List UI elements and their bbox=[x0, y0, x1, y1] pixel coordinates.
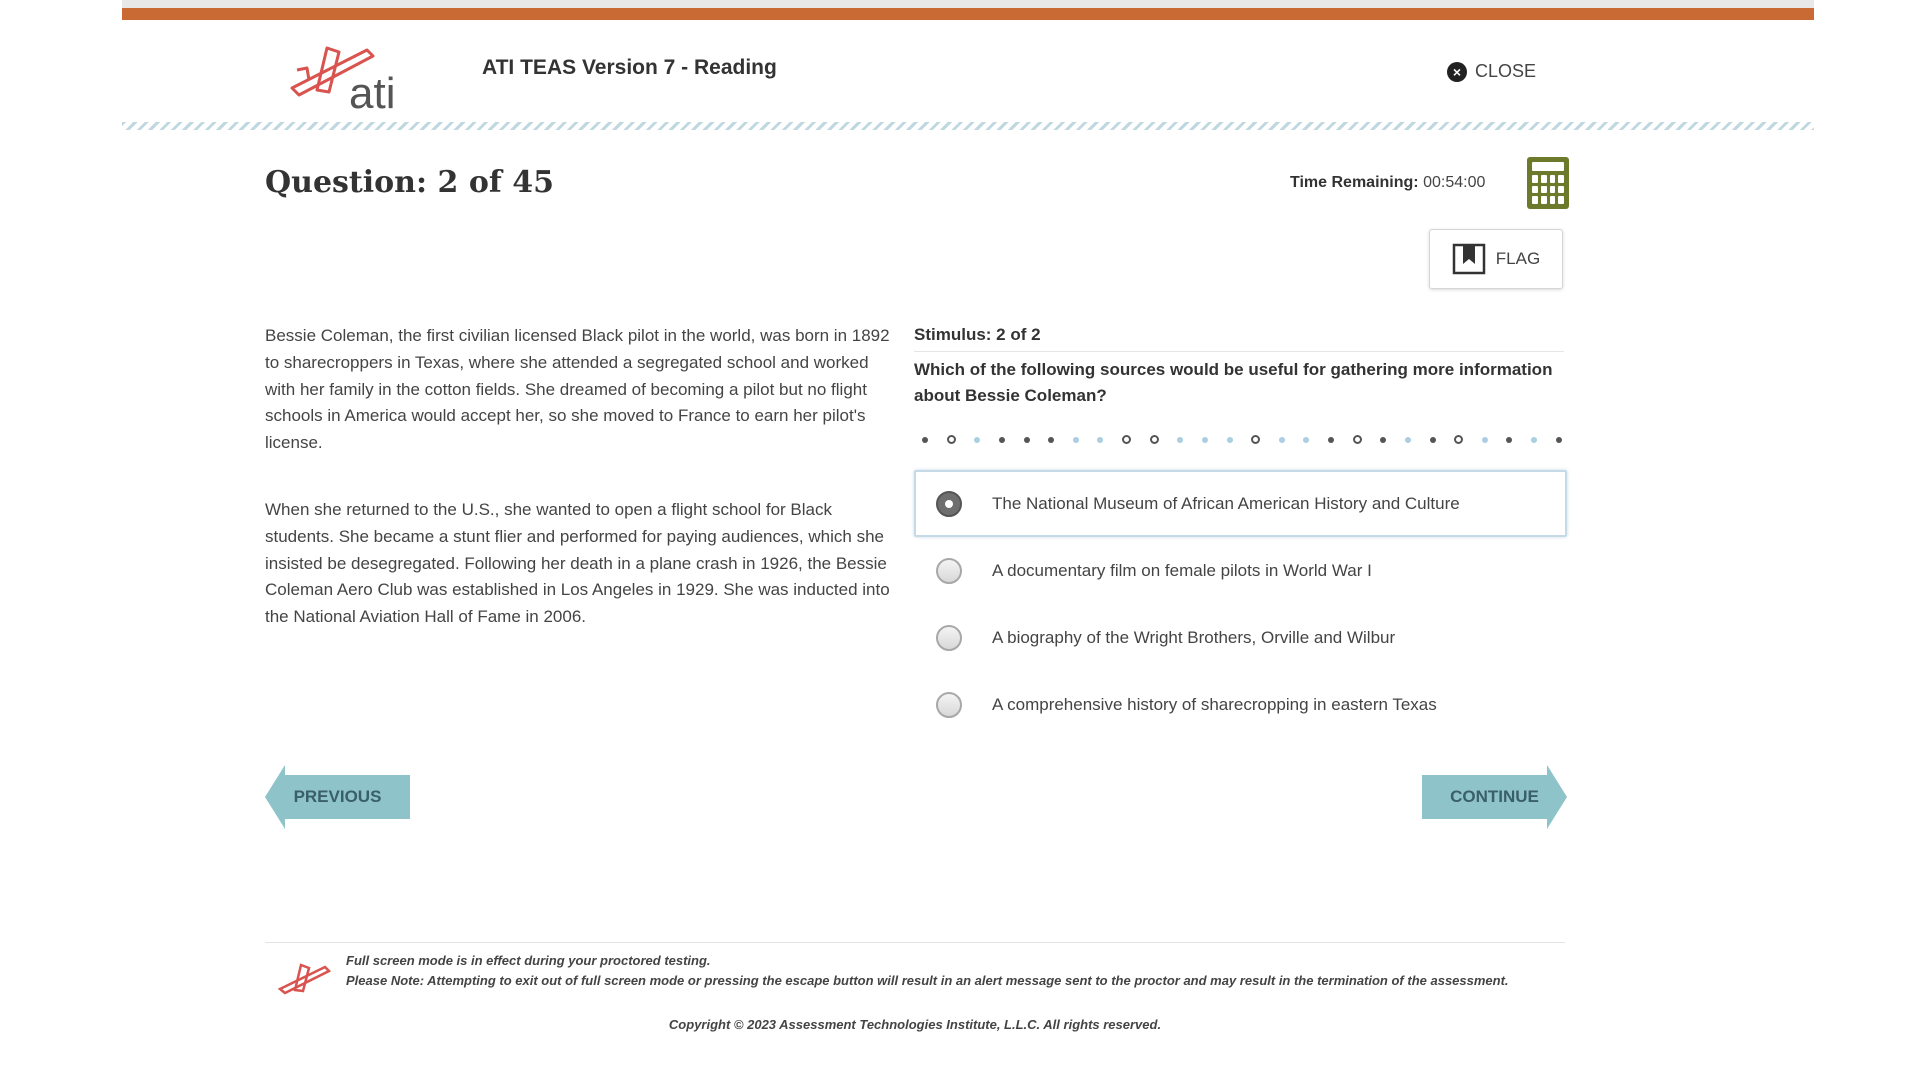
progress-dot bbox=[1303, 437, 1309, 443]
progress-dot bbox=[1227, 437, 1233, 443]
progress-dot bbox=[1097, 437, 1103, 443]
airplane-logo-icon bbox=[287, 40, 417, 115]
answer-options bbox=[914, 470, 1567, 738]
progress-dot bbox=[1073, 437, 1079, 443]
progress-dot bbox=[1430, 437, 1436, 443]
progress-dot bbox=[1353, 435, 1362, 444]
progress-dot bbox=[999, 437, 1005, 443]
close-button[interactable] bbox=[1447, 61, 1536, 82]
passage-paragraph-1: Bessie Coleman, the first civilian licensed Black pilot in the world, was born in 1892 to sharecroppers in Texas, where she attended a segregated school and worked with her family in the cotton fields. She dreamed of becoming a pilot but no flight schools in America would accept her, so she moved to France to earn her pilot's license. bbox=[265, 326, 890, 453]
flag-label: FLAG bbox=[1495, 249, 1541, 268]
calculator-icon[interactable] bbox=[1527, 157, 1569, 209]
continue-button[interactable] bbox=[1422, 765, 1567, 829]
question-progress-dots bbox=[922, 435, 1562, 444]
progress-dot bbox=[922, 437, 928, 443]
progress-dot bbox=[1122, 435, 1131, 444]
answer-option-label: The National Museum of African American History and Culture bbox=[992, 493, 1460, 513]
progress-dot bbox=[1048, 437, 1054, 443]
progress-dot bbox=[1556, 437, 1562, 443]
progress-dot bbox=[974, 437, 980, 443]
previous-button[interactable] bbox=[265, 765, 410, 829]
reading-passage bbox=[265, 323, 890, 671]
progress-dot bbox=[1405, 437, 1411, 443]
previous-label: PREVIOUS bbox=[293, 787, 382, 806]
header-divider bbox=[122, 122, 1814, 130]
footer bbox=[265, 942, 1565, 1032]
passage-paragraph-2: When she returned to the U.S., she wanted to open a flight school for Black students. She became a stunt flier and performed for paying audiences, which she insisted be desegregated. Following her death in a plane crash in 1926, the Bessie Coleman Aero Club was established in Los Angeles in 1929. She was inducted into the National Aviation Hall of Fame in 2006. bbox=[265, 499, 890, 627]
progress-dot bbox=[1279, 437, 1285, 443]
progress-dot bbox=[1531, 437, 1537, 443]
app-title: ATI TEAS Version 7 - Reading bbox=[482, 56, 777, 79]
answer-option-2[interactable] bbox=[914, 537, 1567, 604]
ati-logo bbox=[287, 40, 417, 115]
progress-dot bbox=[1024, 437, 1030, 443]
stimulus-label: Stimulus: 2 of 2 bbox=[914, 325, 1564, 352]
progress-dot bbox=[1202, 437, 1208, 443]
exam-window bbox=[122, 0, 1814, 1080]
progress-dot bbox=[947, 435, 956, 444]
continue-label: CONTINUE bbox=[1450, 787, 1539, 806]
top-border bbox=[122, 0, 1814, 8]
bookmark-flag-icon bbox=[1452, 242, 1486, 276]
progress-dot bbox=[1177, 437, 1183, 443]
progress-dot bbox=[1328, 437, 1334, 443]
calculator-screen bbox=[1532, 162, 1564, 171]
question-counter: Question: 2 of 45 bbox=[265, 165, 554, 200]
answer-option-label: A comprehensive history of sharecropping in eastern Texas bbox=[992, 694, 1437, 714]
time-label: Time Remaining: bbox=[1290, 174, 1419, 191]
progress-dot bbox=[1454, 435, 1463, 444]
radio-button-icon[interactable] bbox=[936, 491, 962, 517]
calculator-keys bbox=[1532, 175, 1564, 204]
stimulus-panel bbox=[914, 325, 1564, 409]
answer-option-1[interactable] bbox=[914, 470, 1567, 537]
escape-warning: Please Note: Attempting to exit out of full screen mode or pressing the escape button will result in an alert message sent to the proctor and may result in the termination of the assessment. bbox=[346, 973, 1509, 988]
close-icon: × bbox=[1447, 62, 1467, 82]
answer-option-label: A documentary film on female pilots in World War I bbox=[992, 560, 1372, 580]
radio-button-icon[interactable] bbox=[936, 558, 962, 584]
progress-dot bbox=[1150, 435, 1159, 444]
progress-dot bbox=[1380, 437, 1386, 443]
answer-option-label: A biography of the Wright Brothers, Orville and Wilbur bbox=[992, 627, 1396, 647]
progress-dot bbox=[1251, 435, 1260, 444]
time-remaining bbox=[1290, 174, 1485, 192]
logo-text: ati bbox=[349, 69, 396, 115]
ati-airplane-footer-icon bbox=[277, 959, 332, 999]
close-label: CLOSE bbox=[1475, 61, 1537, 81]
progress-dot bbox=[1506, 437, 1512, 443]
copyright: Copyright © 2023 Assessment Technologies Institute, L.L.C. All rights reserved. bbox=[668, 1017, 1162, 1032]
question-text: Which of the following sources would be useful for gathering more information about Bessie Coleman? bbox=[914, 360, 1553, 405]
progress-dot bbox=[1482, 437, 1488, 443]
time-value: 00:54:00 bbox=[1423, 174, 1486, 191]
radio-button-icon[interactable] bbox=[936, 692, 962, 718]
flag-button[interactable] bbox=[1429, 229, 1563, 289]
answer-option-3[interactable] bbox=[914, 604, 1567, 671]
accent-bar bbox=[122, 8, 1814, 20]
answer-option-4[interactable] bbox=[914, 671, 1567, 738]
radio-button-icon[interactable] bbox=[936, 625, 962, 651]
fullscreen-notice: Full screen mode is in effect during your proctored testing. bbox=[346, 953, 711, 968]
